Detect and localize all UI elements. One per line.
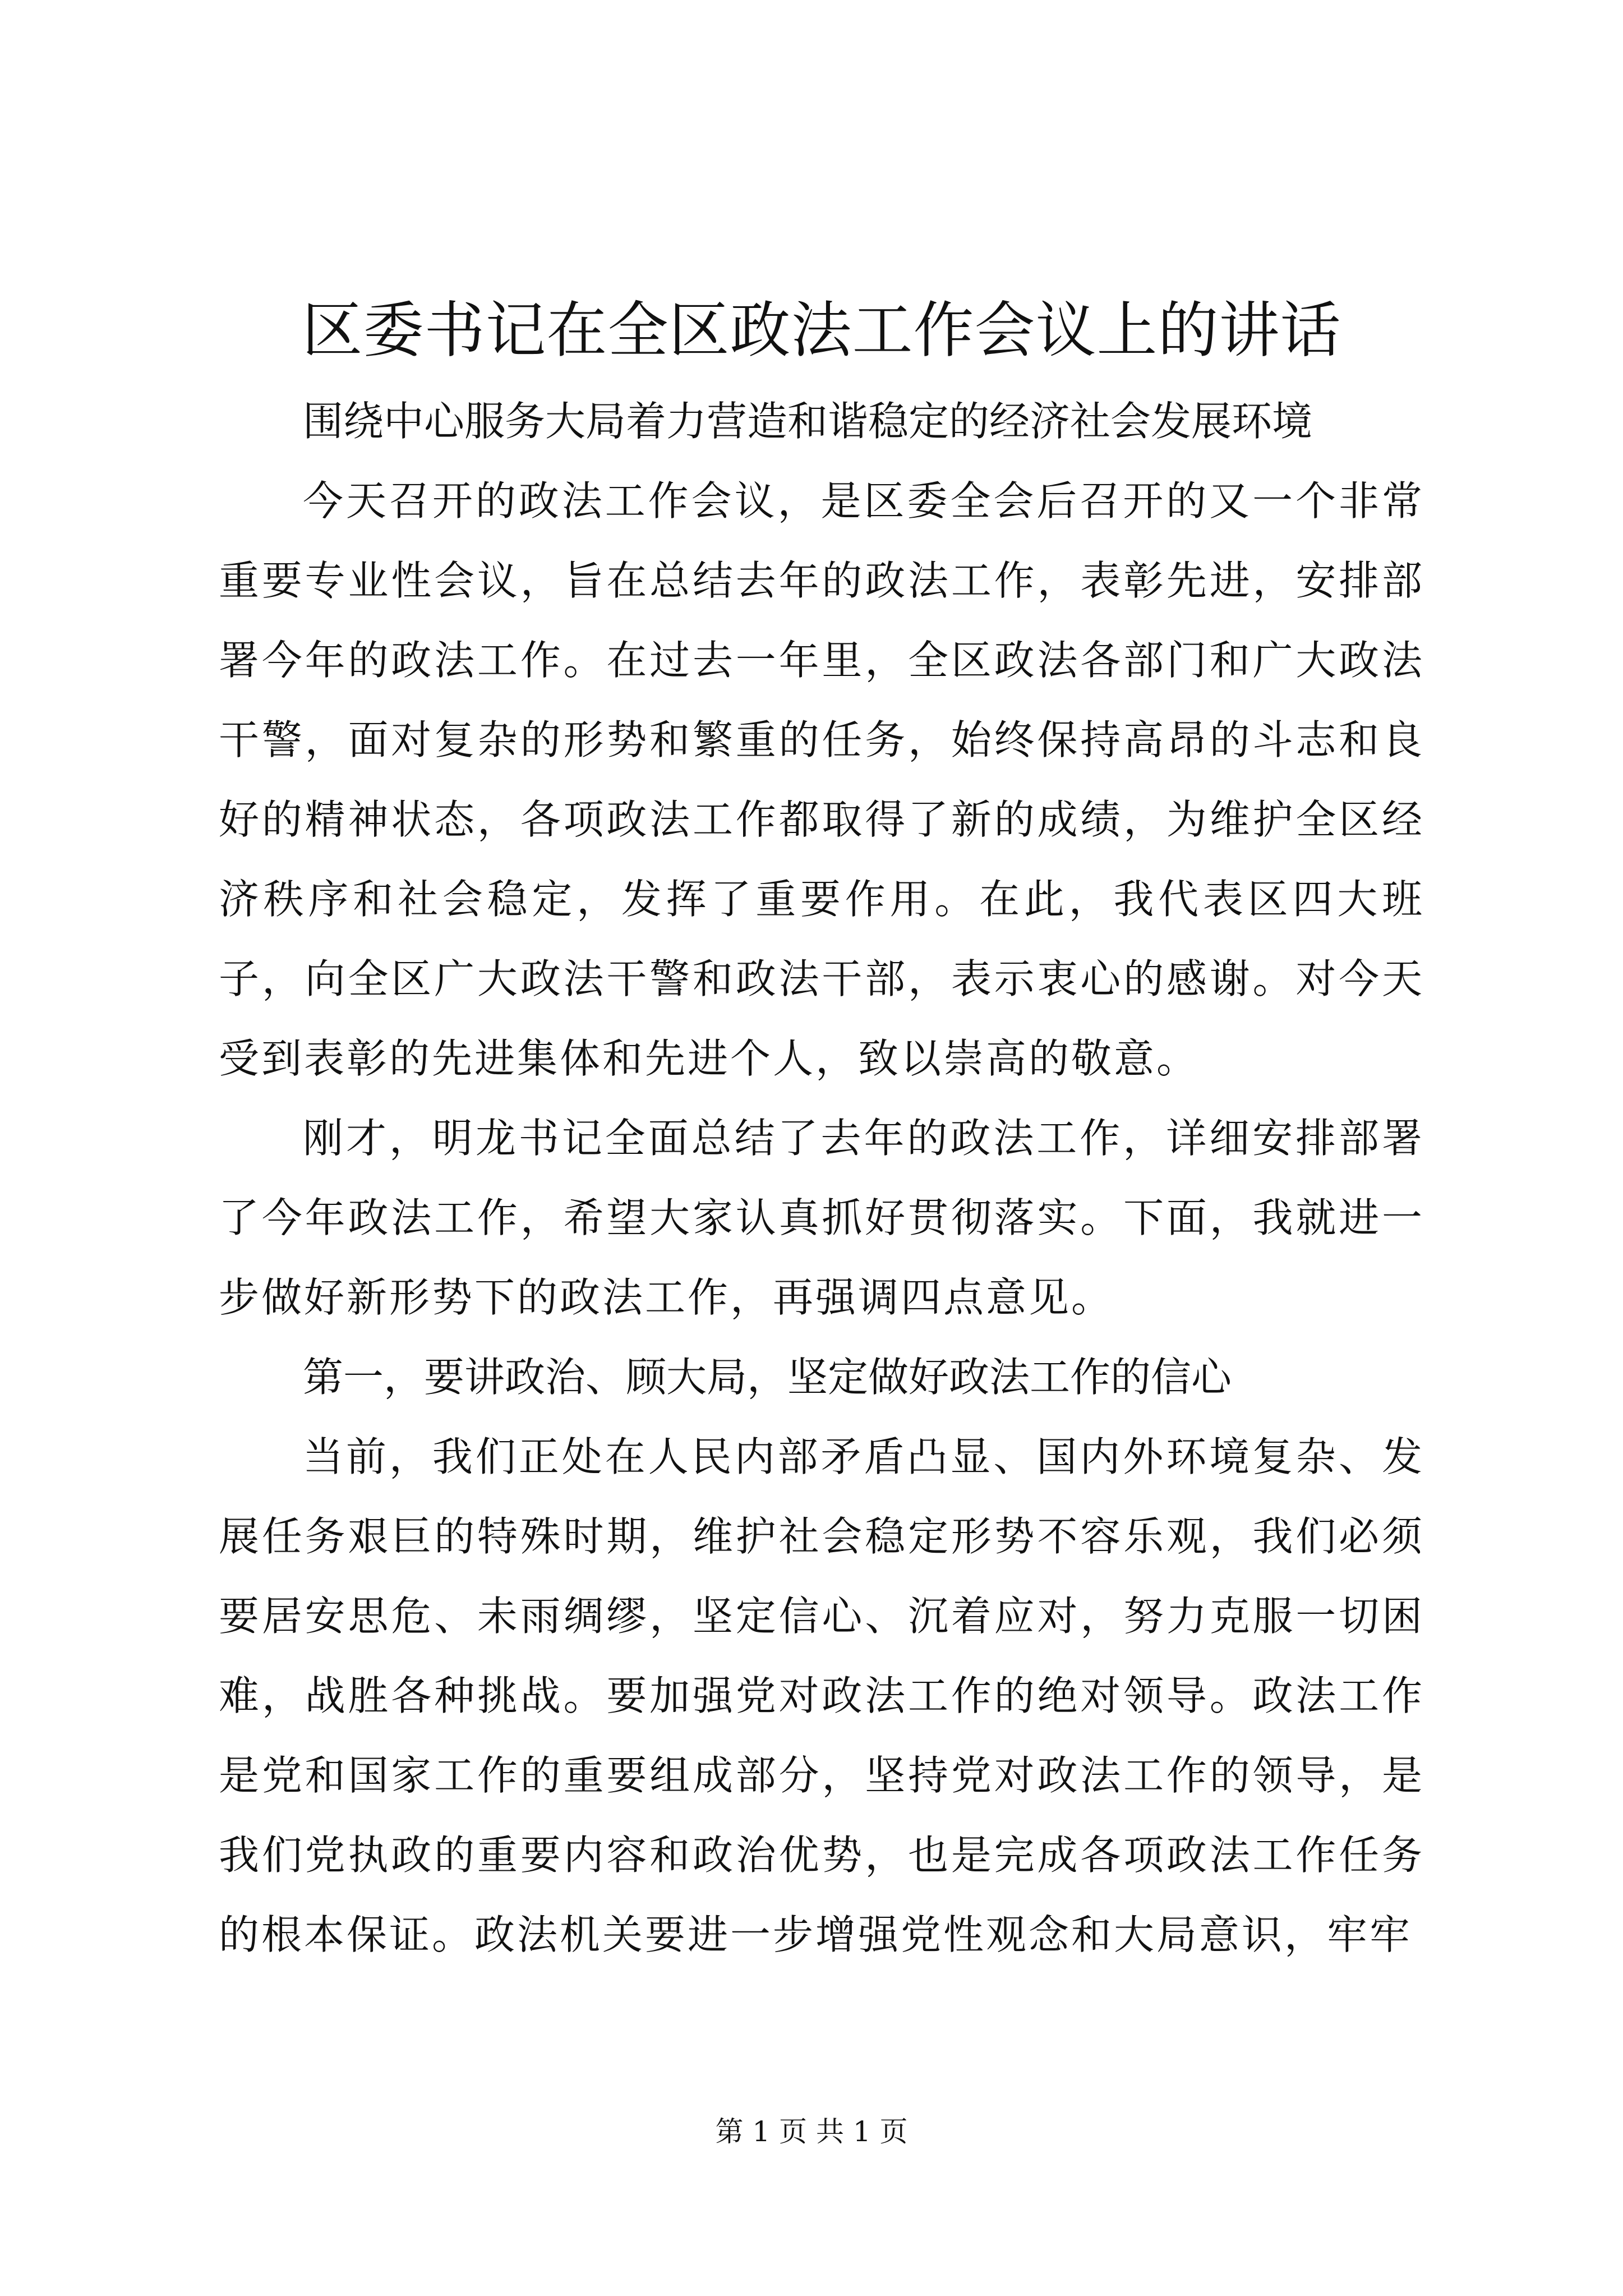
section-heading-1: 第一，要讲政治、顾大局，坚定做好政法工作的信心 [303,1354,1232,1401]
document-subtitle: 围绕中心服务大局着力营造和谐稳定的经济社会发展环境 [303,398,1313,445]
document-title: 区委书记在全区政法工作会议上的讲话 [302,296,1341,366]
paragraph-3: 当前，我们正处在人民内部矛盾凸显、国内外环境复杂、发展任务艰巨的特殊时期，维护社会稳定形势不容乐观，我们必须要居安思危、未雨绸缪，坚定信心、沉着应对，努力克服一切困难，战胜各种挑战。要加强党对政法工作的绝对领导。政法工作是党和国家工作的重要组成部分，坚持党对政法工作的领导，是我们党执政的重要内容和政治优势，也是完成各项政法工作任务的根本保证。政法机关要进一步增强党性观念和大局意识，牢牢 [219,1433,1424,1958]
paragraph-1: 今天召开的政法工作会议，是区委全会后召开的又一个非常重要专业性会议，旨在总结去年的政法工作，表彰先进，安排部署今年的政法工作。在过去一年里，全区政法各部门和广大政法干警，面对复杂的形势和繁重的任务，始终保持高昂的斗志和良好的精神状态，各项政法工作都取得了新的成绩，为维护全区经济秩序和社会稳定，发挥了重要作用。在此，我代表区四大班子，向全区广大政法干警和政法干部，表示衷心的感谢。对今天受到表彰的先进集体和先进个人，致以崇高的敬意。 [219,477,1424,1082]
page-footer: 第 1 页 共 1 页 [715,2115,908,2148]
paragraph-2: 刚才，明龙书记全面总结了去年的政法工作，详细安排部署了今年政法工作，希望大家认真抓好贯彻落实。下面，我就进一步做好新形势下的政法工作，再强调四点意见。 [219,1115,1424,1321]
document-body [219,280,1424,1975]
